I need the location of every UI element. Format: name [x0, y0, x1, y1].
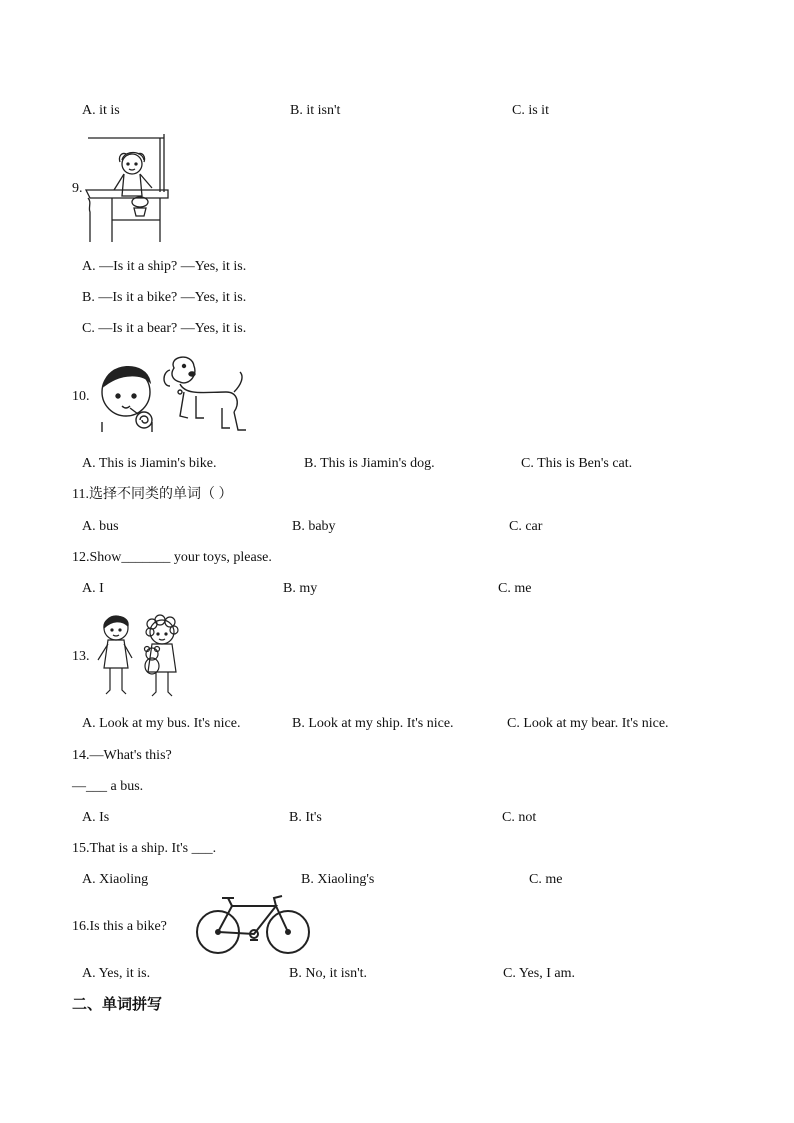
q11-option-b: B. baby: [292, 519, 336, 534]
q14-option-b: B. It's: [289, 810, 322, 825]
q10-number: 10.: [72, 389, 90, 404]
q16-option-b: B. No, it isn't.: [289, 966, 367, 981]
q8-option-c: C. is it: [512, 103, 549, 118]
q10-option-b: B. This is Jiamin's dog.: [304, 456, 435, 471]
q12-option-a: A. I: [82, 581, 104, 596]
q16-stem: 16.Is this a bike?: [72, 919, 167, 934]
q15-option-c: C. me: [529, 872, 563, 887]
q12-option-c: C. me: [498, 581, 532, 596]
q8-option-b: B. it isn't: [290, 103, 341, 118]
q15-stem: 15.That is a ship. It's ___.: [72, 841, 217, 856]
q15-option-b: B. Xiaoling's: [301, 872, 375, 887]
q9-option-b: B. —Is it a bike? —Yes, it is.: [82, 290, 247, 305]
section-heading: 二、单词拼写: [72, 995, 163, 1013]
q11-option-a: A. bus: [82, 519, 119, 534]
boy-with-dog-icon: [96, 352, 246, 434]
girl-at-counter-icon: [84, 132, 174, 244]
q15-option-a: A. Xiaoling: [82, 872, 149, 887]
q10-option-c: C. This is Ben's cat.: [521, 456, 633, 471]
bicycle-icon: [192, 894, 314, 958]
q13-option-a: A. Look at my bus. It's nice.: [82, 716, 241, 731]
q16-option-a: A. Yes, it is.: [82, 966, 151, 981]
q11-stem: 11.选择不同类的单词（ ）: [72, 487, 233, 502]
q14-option-a: A. Is: [82, 810, 110, 825]
q11-option-c: C. car: [509, 519, 543, 534]
q10-option-a: A. This is Jiamin's bike.: [82, 456, 217, 471]
q12-option-b: B. my: [283, 581, 318, 596]
q16-option-c: C. Yes, I am.: [503, 966, 575, 981]
q14-answer-line: —___ a bus.: [72, 779, 144, 794]
q13-number: 13.: [72, 649, 90, 664]
q14-stem: 14.—What's this?: [72, 748, 172, 763]
q14-option-c: C. not: [502, 810, 537, 825]
q13-option-c: C. Look at my bear. It's nice.: [507, 716, 669, 731]
q12-stem: 12.Show_______ your toys, please.: [72, 550, 272, 565]
q9-number: 9.: [72, 181, 83, 196]
q9-option-a: A. —Is it a ship? —Yes, it is.: [82, 259, 247, 274]
two-girls-with-teddy-bear-icon: [94, 610, 194, 700]
q9-option-c: C. —Is it a bear? —Yes, it is.: [82, 321, 247, 336]
q13-option-b: B. Look at my ship. It's nice.: [292, 716, 454, 731]
q8-option-a: A. it is: [82, 103, 120, 118]
